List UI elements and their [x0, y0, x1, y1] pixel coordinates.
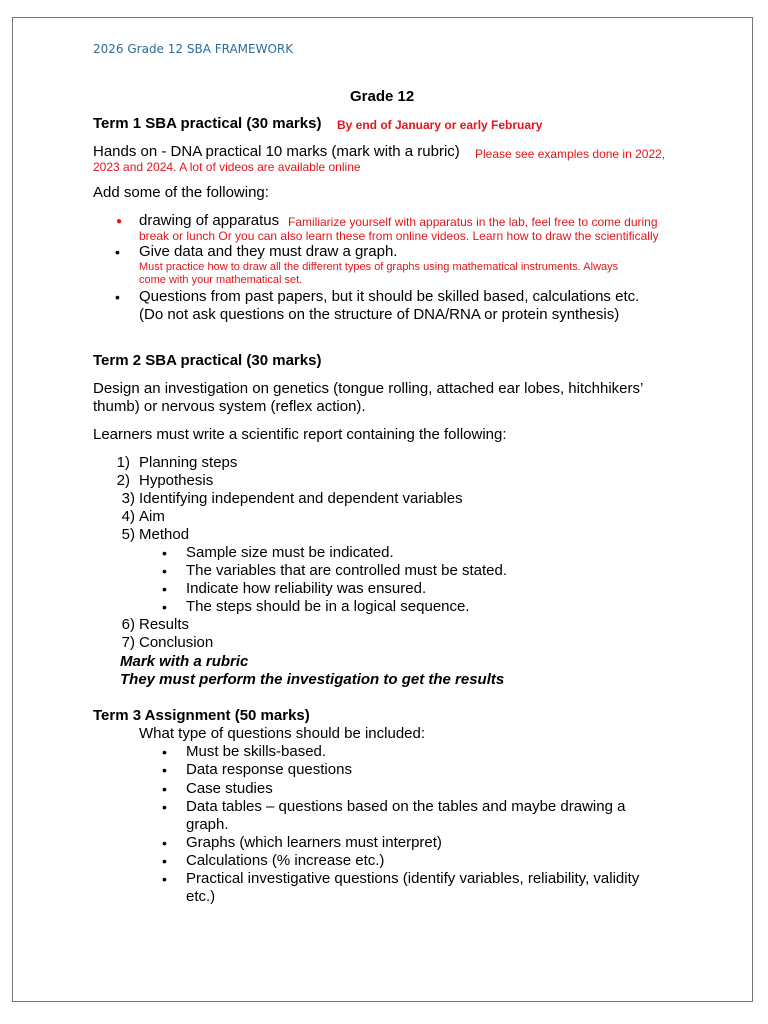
term3-point-cont: graph. — [186, 816, 229, 833]
perform-note: They must perform the investigation to get the results — [120, 671, 505, 688]
term3-point: Must be skills-based. — [186, 743, 327, 760]
term1-item-graph-note-cont: come with your mathematical set. — [139, 274, 303, 286]
term1-hands-on-note: Please see examples done in 2022, — [475, 147, 666, 161]
term3-point: Data tables – questions based on the tables and maybe drawing a — [186, 798, 626, 815]
step-number: 1) — [116, 454, 130, 471]
bullet-icon: • — [162, 781, 167, 797]
term1-item-graph-note: Must practice how to draw all the different types of graphs using mathematical instruments. Always — [139, 261, 619, 273]
step-number: 3) — [121, 490, 135, 507]
term2-heading: Term 2 SBA practical (30 marks) — [93, 352, 322, 369]
bullet-icon: • — [162, 744, 167, 760]
step-number: 5) — [121, 526, 135, 543]
term1-item-drawing-note-cont: break or lunch Or you can also learn these from online videos. Learn how to draw the scientifically — [139, 229, 659, 243]
term1-hands-on: Hands on - DNA practical 10 marks (mark with a rubric) — [93, 143, 460, 160]
rubric-note: Mark with a rubric — [120, 653, 249, 670]
step-number: 2) — [116, 472, 130, 489]
term3-point-cont: etc.) — [186, 888, 216, 905]
bullet-icon: • — [115, 289, 120, 305]
term1-item-drawing-note: Familiarize yourself with apparatus in the lab, feel free to come during — [288, 215, 658, 229]
step-text: Identifying independent and dependent variables — [139, 490, 463, 507]
bullet-icon: • — [162, 799, 167, 815]
term1-deadline: By end of January or early February — [337, 118, 543, 132]
step-text: Planning steps — [139, 454, 238, 471]
step-text: Aim — [139, 508, 165, 525]
term3-heading: Term 3 Assignment (50 marks) — [93, 707, 310, 724]
step-text: Method — [139, 526, 190, 543]
bullet-icon: ● — [116, 216, 123, 227]
bullet-icon: • — [162, 545, 167, 561]
page-header: 2026 Grade 12 SBA FRAMEWORK — [93, 42, 294, 56]
step-text: Hypothesis — [139, 472, 214, 489]
term3-point: Practical investigative questions (identify variables, reliability, validity — [186, 870, 640, 887]
bullet-icon: • — [162, 853, 167, 869]
term1-item-questions-cont: (Do not ask questions on the structure of DNA/RNA or protein synthesis) — [139, 306, 620, 323]
term1-add-intro: Add some of the following: — [93, 184, 269, 201]
term1-heading: Term 1 SBA practical (30 marks) — [93, 115, 322, 132]
bullet-icon: • — [115, 244, 120, 260]
term1-item-graph: Give data and they must draw a graph. — [139, 243, 398, 260]
bullet-icon: • — [162, 563, 167, 579]
term1-hands-on-note-cont: 2023 and 2024. A lot of videos are available online — [93, 160, 361, 174]
term3-point: Graphs (which learners must interpret) — [186, 834, 442, 851]
step-number: 6) — [121, 616, 135, 633]
method-point: Sample size must be indicated. — [186, 544, 394, 561]
term3-point: Case studies — [186, 780, 273, 797]
bullet-icon: • — [162, 599, 167, 615]
term3-question-intro: What type of questions should be included: — [139, 725, 426, 742]
term2-design-cont: thumb) or nervous system (reflex action). — [93, 398, 366, 415]
term2-design: Design an investigation on genetics (tongue rolling, attached ear lobes, hitchhikers’ — [93, 380, 644, 397]
method-point: Indicate how reliability was ensured. — [186, 580, 427, 597]
step-number: 4) — [121, 508, 135, 525]
term3-point: Calculations (% increase etc.) — [186, 852, 385, 869]
step-text: Conclusion — [139, 634, 214, 651]
term2-report-intro: Learners must write a scientific report containing the following: — [93, 426, 507, 443]
bullet-icon: • — [162, 762, 167, 778]
term3-point: Data response questions — [186, 761, 352, 778]
method-point: The variables that are controlled must be stated. — [186, 562, 508, 579]
step-text: Results — [139, 616, 190, 633]
term1-item-questions: Questions from past papers, but it should be skilled based, calculations etc. — [139, 288, 640, 305]
term1-item-drawing: drawing of apparatus — [139, 212, 280, 229]
document-title: Grade 12 — [350, 88, 415, 105]
bullet-icon: • — [162, 835, 167, 851]
step-number: 7) — [121, 634, 135, 651]
bullet-icon: • — [162, 871, 167, 887]
method-point: The steps should be in a logical sequence. — [186, 598, 470, 615]
bullet-icon: • — [162, 581, 167, 597]
